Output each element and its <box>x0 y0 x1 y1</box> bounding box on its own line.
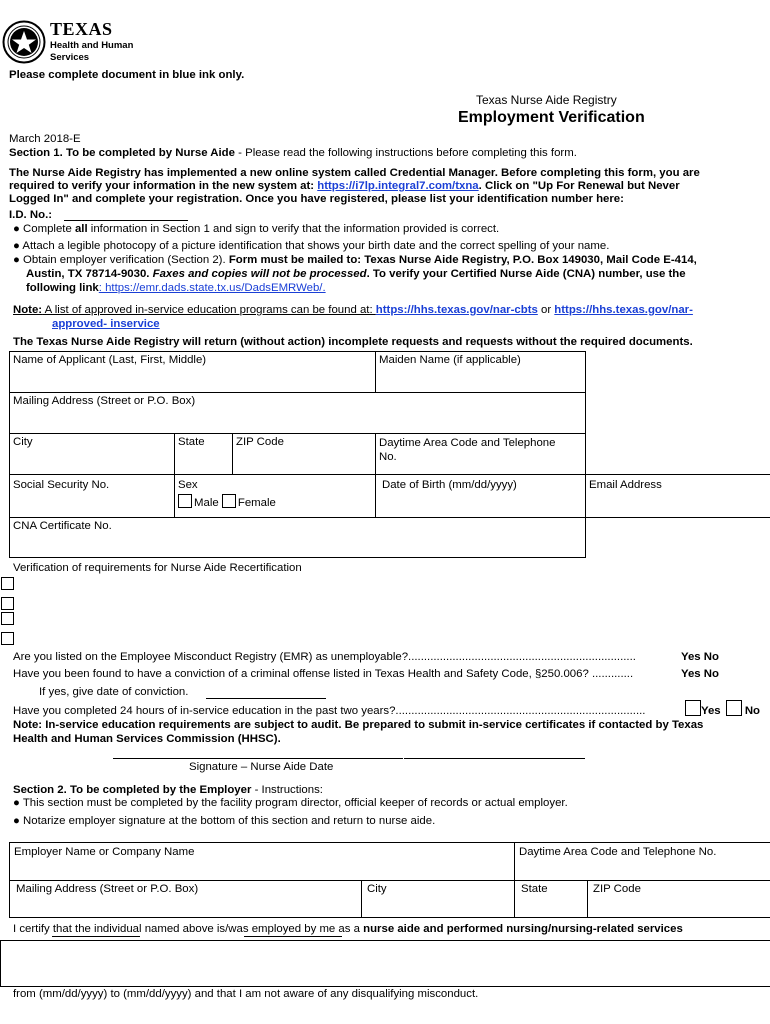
conviction-date-field[interactable] <box>206 698 326 699</box>
applicant-zip-label: ZIP Code <box>236 436 284 448</box>
conviction-question: Have you been found to have a conviction of a criminal offense listed in Texas Health and Safety Code, §250.006? ............. <box>13 668 634 680</box>
sex-label: Sex <box>178 479 198 491</box>
female-label: Female <box>237 497 276 509</box>
applicant-state-field[interactable] <box>174 433 233 475</box>
section1-heading <box>9 147 577 159</box>
credential-manager-link[interactable]: https://i7lp.integral7.com/txna <box>317 180 479 192</box>
certify-underline-1 <box>52 936 140 937</box>
id-number-field[interactable] <box>64 220 188 221</box>
employer-phone-label: Daytime Area Code and Telephone No. <box>519 846 717 858</box>
female-checkbox[interactable] <box>222 494 236 508</box>
bullet3-b: Form must be mailed to: Texas Nurse Aide Registry, P.O. Box 149030, Mail Code E-414, <box>228 254 697 266</box>
nar-cbts-link[interactable]: https://hhs.texas.gov/nar-cbts <box>375 304 538 316</box>
bullet3-c: Austin, TX 78714-9030. <box>26 268 153 280</box>
employer-phone-field[interactable] <box>514 842 770 881</box>
section2-bullet-2: ● Notarize employer signature at the bottom of this section and return to nurse aide. <box>13 815 436 827</box>
employer-mailing-label: Mailing Address (Street or P.O. Box) <box>16 883 199 895</box>
employer-city-field[interactable] <box>361 880 515 918</box>
dob-label: Date of Birth (mm/dd/yyyy) <box>382 479 517 491</box>
nursing-services-field[interactable] <box>0 940 770 987</box>
nar-inservice-link-cont[interactable]: approved- inservice <box>52 318 160 330</box>
applicant-phone-label-a: Daytime Area Code and Telephone <box>379 437 556 449</box>
logo-line3: Services <box>50 52 90 63</box>
note-text: A list of approved in-service education programs can be found at: <box>42 304 376 316</box>
verification-checkbox-1[interactable] <box>1 577 14 590</box>
note-label: Note: <box>13 304 43 316</box>
employer-zip-field[interactable] <box>587 880 770 918</box>
emr-question: Are you listed on the Employee Misconduct Registry (EMR) as unemployable?........................................................................ <box>13 651 636 663</box>
conviction-date-label: If yes, give date of conviction. <box>39 686 189 698</box>
page-title: Employment Verification <box>458 109 645 126</box>
applicant-phone-label-b: No. <box>379 451 397 463</box>
bullet1-a: ● Complete <box>13 223 75 235</box>
instruction-bullet-3 <box>13 254 697 266</box>
instruction-bullet-1 <box>13 223 499 235</box>
inservice-yes-checkbox[interactable] <box>685 700 701 716</box>
signature-date-line[interactable] <box>404 758 585 759</box>
credential-manager-line2 <box>9 180 680 192</box>
applicant-mailing-field[interactable] <box>9 392 586 434</box>
inservice-no-label: No <box>744 705 760 717</box>
cm-line2-b: . Click on "Up For Renewal but Never <box>478 180 680 192</box>
employer-state-label: State <box>521 883 548 895</box>
inservice-answers <box>685 700 760 717</box>
male-label: Male <box>194 497 219 509</box>
bullet3-e: . To verify your Certified Nurse Aide (CNA) number, use the <box>366 268 686 280</box>
hhs-logo <box>2 20 142 66</box>
blue-ink-instruction: Please complete document in blue ink only. <box>9 69 245 81</box>
applicant-zip-field[interactable] <box>232 433 376 475</box>
certify-a: I certify that the individual named above is/was employed by me as a <box>13 923 364 935</box>
email-label: Email Address <box>589 479 662 491</box>
conviction-yes-no[interactable]: Yes No <box>681 668 719 680</box>
applicant-name-field[interactable] <box>9 351 376 393</box>
employer-city-label: City <box>367 883 387 895</box>
employment-dates-statement: from (mm/dd/yyyy) to (mm/dd/yyyy) and that I am not aware of any disqualifying misconduct. <box>13 988 479 1000</box>
section2-heading <box>13 784 323 796</box>
employer-mailing-field[interactable] <box>9 880 362 918</box>
section2-heading-rest: - Instructions: <box>251 784 323 796</box>
cna-certificate-field[interactable] <box>9 517 586 558</box>
applicant-state-label: State <box>178 436 205 448</box>
email-field[interactable] <box>585 474 770 518</box>
applicant-mailing-label: Mailing Address (Street or P.O. Box) <box>13 395 196 407</box>
section1-heading-label: Section 1. To be completed by Nurse Aide <box>9 147 235 159</box>
logo-line2: Health and Human <box>50 40 134 51</box>
cm-line2-a: required to verify your information in the new system at: <box>9 180 318 192</box>
signature-line[interactable] <box>113 758 403 759</box>
sex-field <box>174 474 376 518</box>
verification-checkbox-2[interactable] <box>1 597 14 610</box>
credential-manager-line1: The Nurse Aide Registry has implemented a new online system called Credential Manager. Before completing this form, you are <box>9 167 700 179</box>
inservice-yes-label: Yes <box>701 705 721 717</box>
registry-name: Texas Nurse Aide Registry <box>476 93 617 107</box>
bullet3-f: following link <box>26 282 99 294</box>
certify-underline-2 <box>244 936 342 937</box>
dob-field[interactable] <box>375 474 586 518</box>
bullet3-d: Faxes and copies will not be processed <box>152 268 367 280</box>
employer-zip-label: ZIP Code <box>593 883 641 895</box>
audit-note-cont: Health and Human Services Commission (HHSC). <box>13 733 281 745</box>
inservice-no-checkbox[interactable] <box>726 700 742 716</box>
inservice-note <box>13 304 693 316</box>
texas-seal-icon <box>2 20 46 64</box>
employer-name-field[interactable] <box>9 842 515 881</box>
male-checkbox[interactable] <box>178 494 192 508</box>
bullet1-b: all <box>74 223 88 235</box>
bullet3-a: ● Obtain employer verification (Section 2). <box>13 254 229 266</box>
nar-inservice-link[interactable]: https://hhs.texas.gov/nar- <box>554 304 693 316</box>
applicant-phone-field[interactable] <box>375 433 586 475</box>
maiden-name-field[interactable] <box>375 351 586 393</box>
cna-certificate-label: CNA Certificate No. <box>13 520 112 532</box>
emr-link[interactable]: : https://emr.dads.state.tx.us/DadsEMRWeb/. <box>98 282 326 294</box>
emr-yes-no[interactable]: Yes No <box>681 651 719 663</box>
logo-texas: TEXAS <box>50 19 113 39</box>
applicant-name-label: Name of Applicant (Last, First, Middle) <box>13 354 207 366</box>
signature-label: Signature – Nurse Aide Date <box>189 761 334 773</box>
employer-state-field[interactable] <box>514 880 588 918</box>
credential-manager-line3: Logged In" and complete your registration. Once you have registered, please list your identification number here: <box>9 193 624 205</box>
applicant-city-field[interactable] <box>9 433 175 475</box>
ssn-label: Social Security No. <box>13 479 110 491</box>
section2-bullet-1: ● This section must be completed by the facility program director, official keeper of records or actual employer. <box>13 797 568 809</box>
employer-name-label: Employer Name or Company Name <box>14 846 195 858</box>
ssn-field[interactable] <box>9 474 175 518</box>
instruction-bullet-3-cont <box>26 268 686 280</box>
certify-statement <box>13 923 683 935</box>
instruction-bullet-2: ● Attach a legible photocopy of a picture identification that shows your birth date and the correct spelling of your name. <box>13 240 610 252</box>
certify-b: nurse aide and performed nursing/nursing-related services <box>363 923 683 935</box>
inservice-question: Have you completed 24 hours of in-service education in the past two years?............................................................................... <box>13 705 646 717</box>
section1-heading-rest: - Please read the following instructions before completing this form. <box>234 147 577 159</box>
verification-checkbox-3[interactable] <box>1 612 14 625</box>
note-or: or <box>537 304 555 316</box>
applicant-city-label: City <box>13 436 33 448</box>
verification-heading: Verification of requirements for Nurse Aide Recertification <box>13 562 302 574</box>
verification-checkbox-4[interactable] <box>1 632 14 645</box>
return-warning: The Texas Nurse Aide Registry will return (without action) incomplete requests and requests without the required documents. <box>13 336 693 348</box>
instruction-bullet-3-link <box>26 282 326 294</box>
section2-heading-label: Section 2. To be completed by the Employer <box>13 784 252 796</box>
form-revision: March 2018-E <box>9 133 81 145</box>
maiden-name-label: Maiden Name (if applicable) <box>379 354 521 366</box>
id-number-label: I.D. No.: <box>9 209 53 221</box>
bullet1-c: information in Section 1 and sign to verify that the information provided is correct. <box>87 223 500 235</box>
audit-note: Note: In-service education requirements are subject to audit. Be prepared to submit in-service certificates if contacted by Texas <box>13 719 704 731</box>
